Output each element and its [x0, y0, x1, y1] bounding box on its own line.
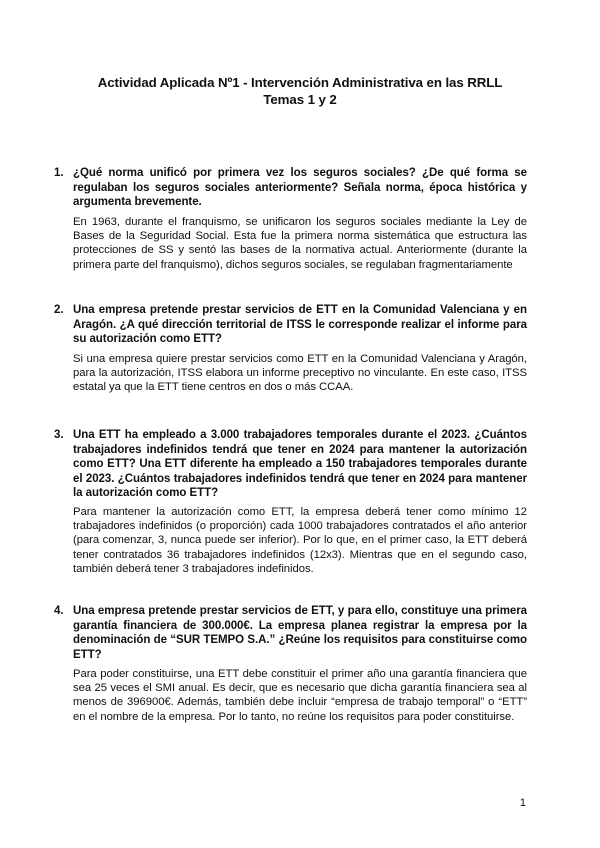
- question-number: 3.: [54, 429, 64, 441]
- page-number: 1: [519, 797, 526, 809]
- question-number: 4.: [54, 605, 64, 617]
- document-title: Actividad Aplicada Nº1 - Intervención Administrativa en las RRLL: [97, 75, 503, 90]
- question-number: 2.: [54, 304, 64, 316]
- question-number: 1.: [54, 167, 64, 179]
- question-text: Una ETT ha empleado a 3.000 trabajadores temporales durante el 2023. ¿Cuántos trabajadores indefinidos tendrá que tener en 2024 para mantener la autorización como ETT? Una ETT diferente ha empleado a 150 trabajadores temporales durante el 2023. ¿Cuántos trabajadores indefinidos tendrá que tener en 2024 para mantener la autorización como ETT?: [73, 429, 527, 499]
- answer-text: En 1963, durante el franquismo, se unificaron los seguros sociales mediante la Ley de Bases de la Seguridad Social. Esta fue la primera norma sistemática que estructura las protecciones de SS y sentó las bases de la normativa actual. Anteriormente (durante la primera parte del franquismo), dichos seguros sociales, se regulaban fragmentariamente: [73, 216, 527, 271]
- answer-text: Para poder constituirse, una ETT debe constituir el primer año una garantía financiera que sea 25 veces el SMI anual. Es decir, que es necesario que dicha garantía financiera sea al menos de 396900€. Además, también debe incluir “empresa de trabajo temporal” o “ETT” en el nombre de la empresa. Por lo tanto, no reúne los requisitos para poder constituirse.: [73, 668, 527, 723]
- answer-text: Para mantener la autorización como ETT, la empresa deberá tener como mínimo 12 trabajadores indefinidos (o proporción) cada 1000 trabajadores contratados el año anterior (para comenzar, 3, nunca puede ser inferior). Por lo que, en el primer caso, la ETT deberá tener contratados 36 trabajadores indefinidos (12x3). Mientras que en el segundo caso, también deberá tener 3 trabajadores indefinidos.: [73, 506, 527, 575]
- question-text: Una empresa pretende prestar servicios de ETT, y para ello, constituye una primera garantía financiera de 300.000€. La empresa planea registrar la empresa por la denominación de “SUR TEMPO S.A.” ¿Reúne los requisitos para constituirse como ETT?: [73, 605, 527, 661]
- question-text: Una empresa pretende prestar servicios de ETT en la Comunidad Valenciana y en Aragón. ¿A qué dirección territorial de ITSS le corresponde realizar el informe para su autorización como ETT?: [73, 304, 527, 345]
- answer-text: Si una empresa quiere prestar servicios como ETT en la Comunidad Valenciana y Aragón, para la autorización, ITSS elabora un informe preceptivo no vinculante. En este caso, ITSS estatal ya que la ETT tiene centros en dos o más CCAA.: [73, 353, 527, 394]
- document-subtitle: Temas 1 y 2: [263, 92, 337, 107]
- question-text: ¿Qué norma unificó por primera vez los seguros sociales? ¿De qué forma se regulaban los seguros sociales anteriormente? Señala norma, época histórica y argumenta brevemente.: [73, 167, 527, 208]
